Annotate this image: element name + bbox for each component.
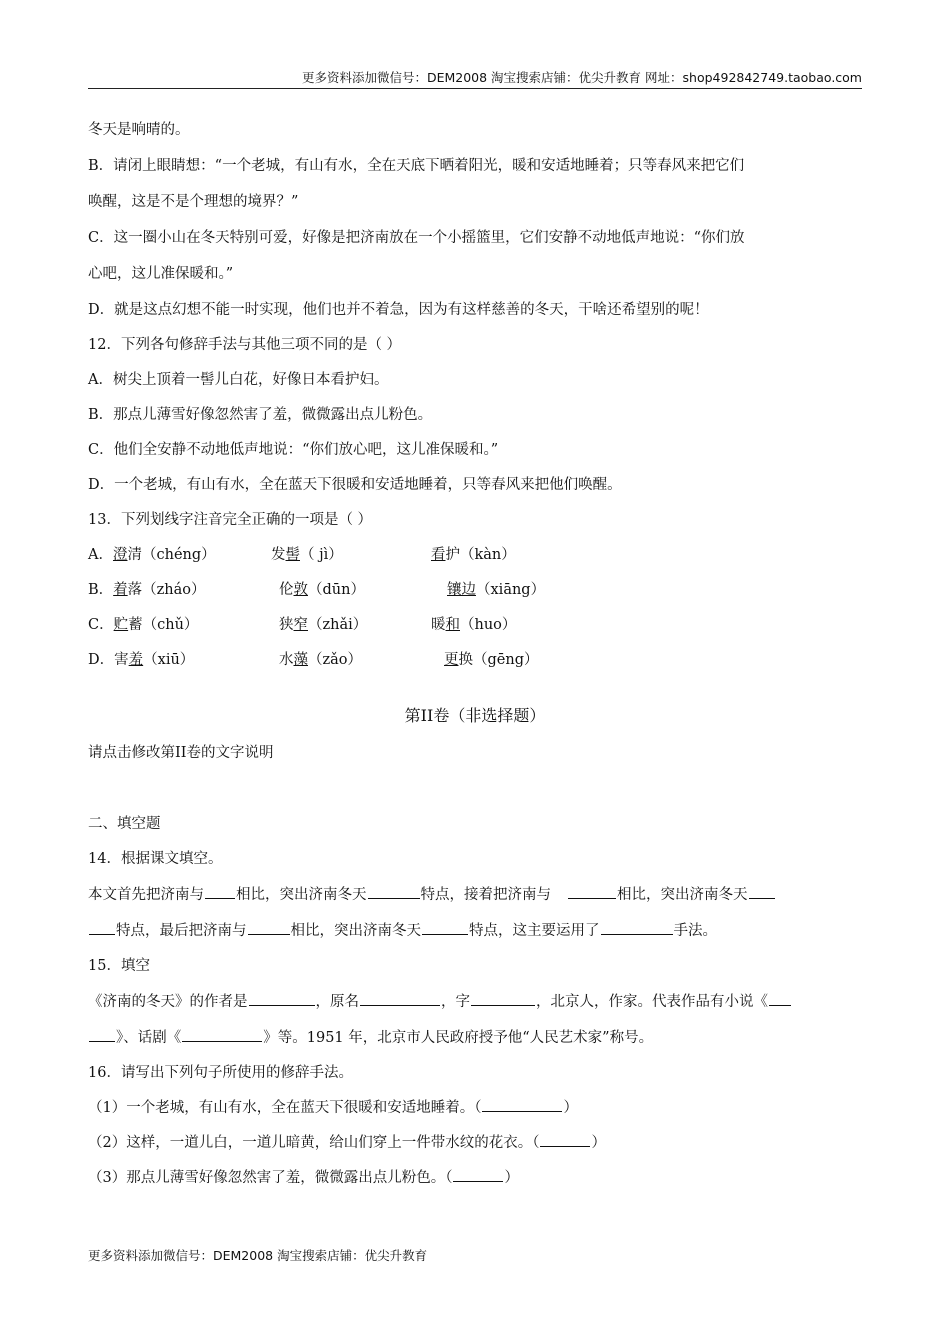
q13-option-row: D．害羞（xiū） 水藻（zǎo） 更换（gēng） xyxy=(88,652,539,668)
q14-stem: 14．根据课文填空。 xyxy=(88,851,223,867)
section-heading: 二、填空题 xyxy=(88,816,161,832)
q15-line2: 》、话剧《 》等。1951 年，北京市人民政府授予他“人民艺术家”称号。 xyxy=(88,1020,862,1056)
q14-line1: 本文首先把济南与 相比，突出济南冬天 特点，接着把济南与 相比，突出济南冬天 xyxy=(88,877,862,913)
q12-option-d: D．一个老城，有山有水，全在蓝天下很暖和安适地睡着，只等春风来把他们唤醒。 xyxy=(88,477,622,493)
q15-stem: 15．填空 xyxy=(88,958,150,974)
q12-stem: 12．下列各句修辞手法与其他三项不同的是（ ） xyxy=(88,337,402,353)
q16-stem: 16．请写出下列句子所使用的修辞手法。 xyxy=(88,1065,353,1081)
q16-item-3: （3）那点儿薄雪好像忽然害了羞，微微露出点儿粉色。（ ） xyxy=(88,1161,862,1196)
q13-option-row: A．澄清（chéng） 发髻（ jì） 看护（kàn） xyxy=(88,547,516,563)
part2-note: 请点击修改第II卷的文字说明 xyxy=(88,745,274,761)
q16-item-1: （1）一个老城，有山有水，全在蓝天下很暖和安适地睡着。（ ） xyxy=(88,1091,862,1126)
document-body xyxy=(88,112,862,1196)
page-footer: 更多资料添加微信号：DEM2008 淘宝搜索店铺：优尖升教育 xyxy=(88,1248,428,1263)
q14-line2: 特点，最后把济南与 相比，突出济南冬天 特点，这主要运用了 手法。 xyxy=(88,913,862,949)
q11-option-b-line2: 唤醒，这是不是个理想的境界？” xyxy=(88,194,299,210)
q11-option-d: D．就是这点幻想不能一时实现，他们也并不着急，因为有这样慈善的冬天，干啥还希望别的呢！ xyxy=(88,302,709,318)
q11-option-b-line1: B．请闭上眼睛想：“一个老城，有山有水，全在天底下晒着阳光，暖和安适地睡着；只等春风来把它们 xyxy=(88,158,745,174)
part2-title: 第II卷（非选择题） xyxy=(404,706,546,725)
q12-option-c: C．他们全安静不动地低声地说：“你们放心吧，这儿准保暖和。” xyxy=(88,442,499,458)
q11-option-c-line1: C．这一圈小山在冬天特别可爱，好像是把济南放在一个小摇篮里，它们安静不动地低声地说：“你们放 xyxy=(88,230,745,246)
q13-stem: 13．下列划线字注音完全正确的一项是（ ） xyxy=(88,512,373,528)
q11-option-c-line2: 心吧，这儿准保暖和。” xyxy=(88,266,234,282)
q12-option-a: A．树尖上顶着一髻儿白花，好像日本看护妇。 xyxy=(88,372,389,388)
q15-line1: 《济南的冬天》的作者是 ，原名 ，字 ，北京人，作家。代表作品有小说《 xyxy=(88,984,862,1020)
q12-option-b: B．那点儿薄雪好像忽然害了羞，微微露出点儿粉色。 xyxy=(88,407,433,423)
page-header: 更多资料添加微信号：DEM2008 淘宝搜索店铺：优尖升教育 网址：shop492842749.taobao.com xyxy=(88,68,862,89)
q11-option-a-tail: 冬天是响晴的。 xyxy=(88,122,190,138)
q16-item-2: （2）这样，一道儿白，一道儿暗黄，给山们穿上一件带水纹的花衣。（ ） xyxy=(88,1126,862,1161)
q13-option-row: C．贮蓄（chǔ） 狭窄（zhǎi） 暖和（huo） xyxy=(88,617,517,633)
q13-option-row: B．着落（zháo） 伦敦（dūn） 镶边（xiāng） xyxy=(88,582,546,598)
